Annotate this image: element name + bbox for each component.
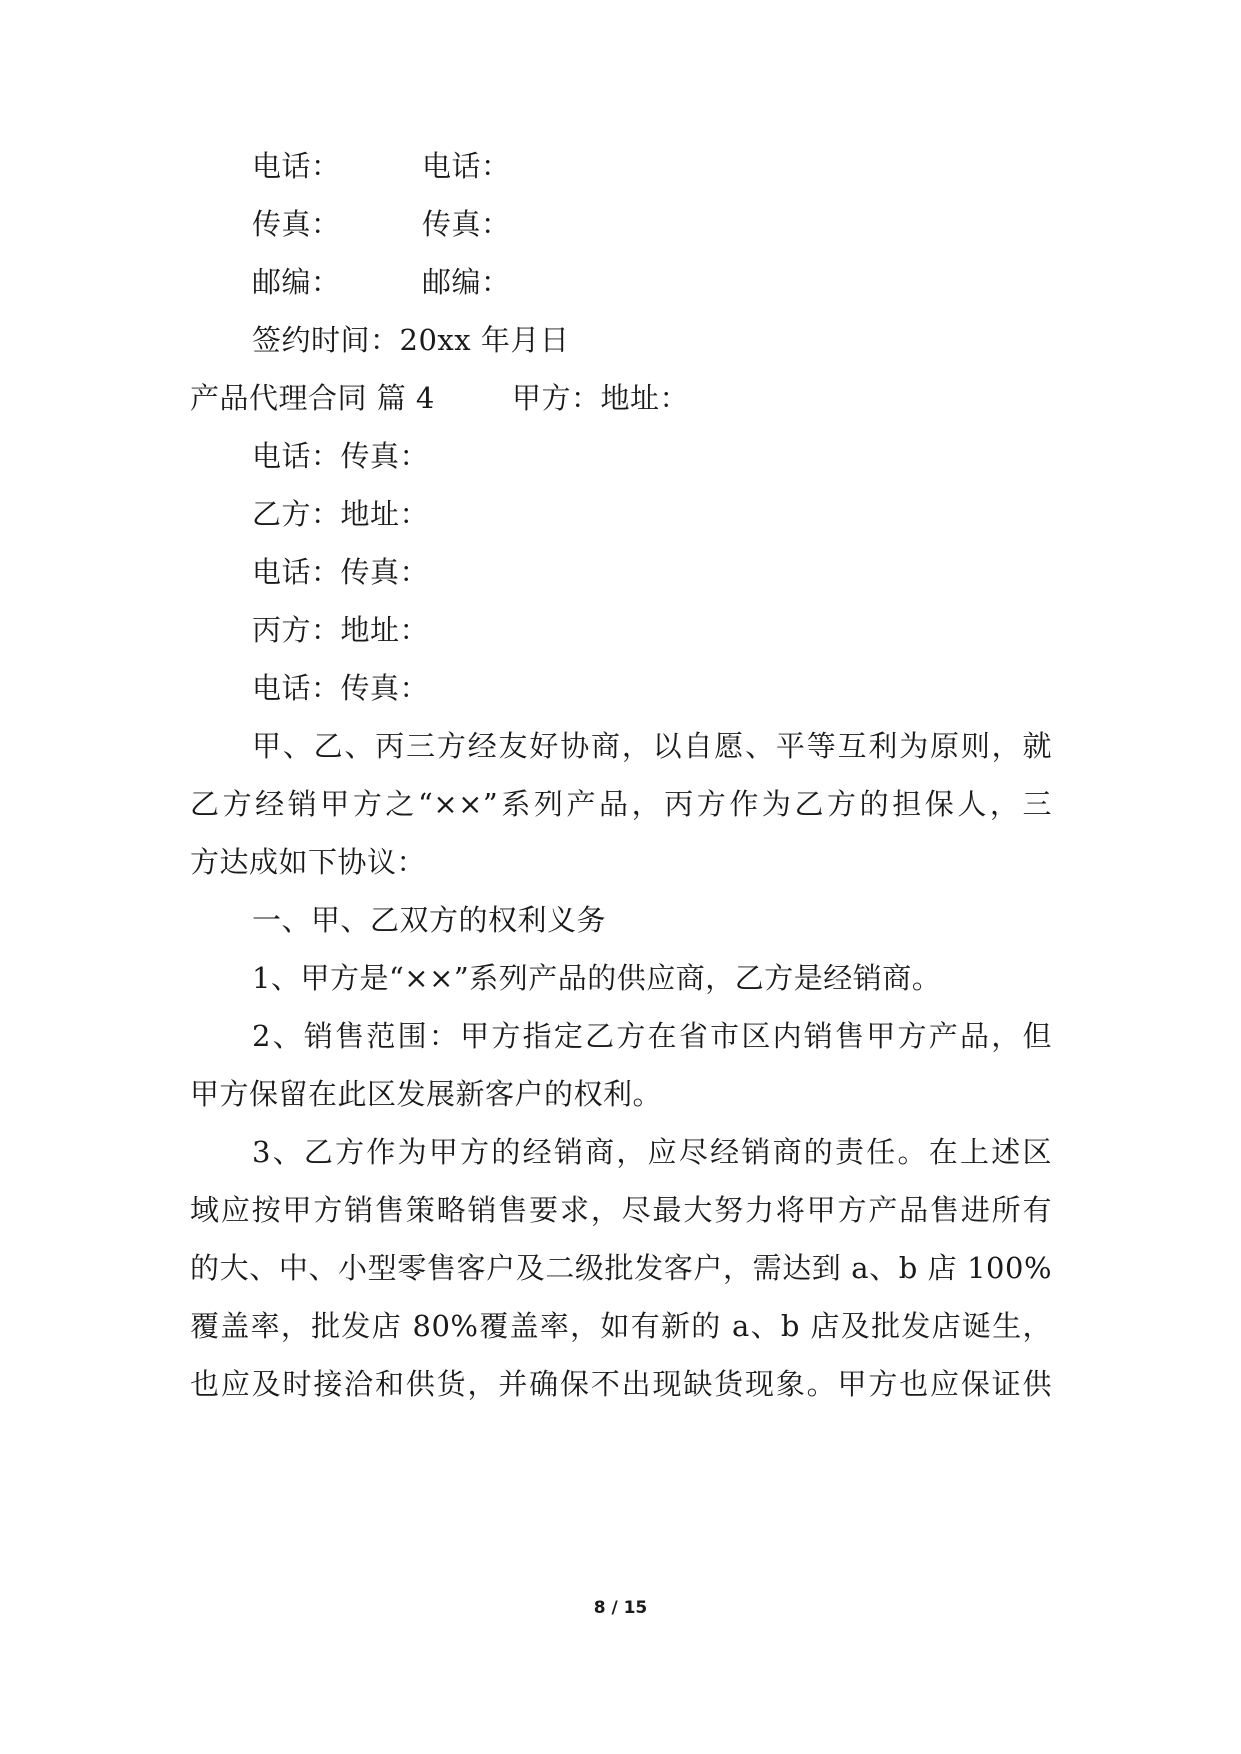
item-1: 1、甲方是“××”系列产品的供应商，乙方是经销商。 (252, 961, 942, 995)
intro-line-2: 乙方经销甲方之“××”系列产品，丙方作为乙方的担保人，三 (190, 787, 1052, 821)
section-heading (190, 378, 690, 418)
clause-heading: 一、甲、乙双方的权利义务 (252, 903, 607, 937)
page-number: 8 / 15 (593, 1598, 648, 1618)
party-line-5: 电话：传真： (252, 671, 430, 705)
postcode-label-a: 邮编： (252, 265, 341, 299)
party-line-3: 电话：传真： (252, 555, 430, 589)
contact-row-postcode (252, 262, 511, 302)
item-3-line-4: 覆盖率，批发店 80%覆盖率，如有新的 a、b 店及批发店诞生， (190, 1309, 1052, 1343)
phone-label-b: 电话： (422, 149, 511, 183)
contact-row-fax (252, 204, 511, 244)
section-title: 产品代理合同 篇 4 (190, 381, 435, 415)
phone-label-a: 电话： (252, 149, 341, 183)
intro-line-1: 甲、乙、丙三方经友好协商，以自愿、平等互利为原则，就 (252, 729, 1052, 763)
party-line-2: 乙方：地址： (252, 497, 430, 531)
contact-row-phone (252, 146, 511, 186)
item-3-line-3: 的大、中、小型零售客户及二级批发客户，需达到 a、b 店 100% (190, 1251, 1052, 1285)
item-3-line-5: 也应及时接洽和供货，并确保不出现缺货现象。甲方也应保证供 (190, 1367, 1052, 1401)
item-3-line-2: 域应按甲方销售策略销售要求，尽最大努力将甲方产品售进所有 (190, 1193, 1052, 1227)
sign-date: 签约时间：20xx 年月日 (252, 323, 570, 357)
fax-label-a: 传真： (252, 207, 341, 241)
item-3-line-1: 3、乙方作为甲方的经销商，应尽经销商的责任。在上述区 (252, 1135, 1052, 1169)
postcode-label-b: 邮编： (422, 265, 511, 299)
fax-label-b: 传真： (422, 207, 511, 241)
party-line-4: 丙方：地址： (252, 613, 430, 647)
item-2-line-1: 2、销售范围：甲方指定乙方在省市区内销售甲方产品，但 (252, 1019, 1052, 1053)
item-2-line-2: 甲方保留在此区发展新客户的权利。 (190, 1077, 663, 1111)
intro-line-3: 方达成如下协议： (190, 845, 427, 879)
party-a-address: 甲方：地址： (512, 381, 690, 415)
party-line-1: 电话：传真： (252, 439, 430, 473)
